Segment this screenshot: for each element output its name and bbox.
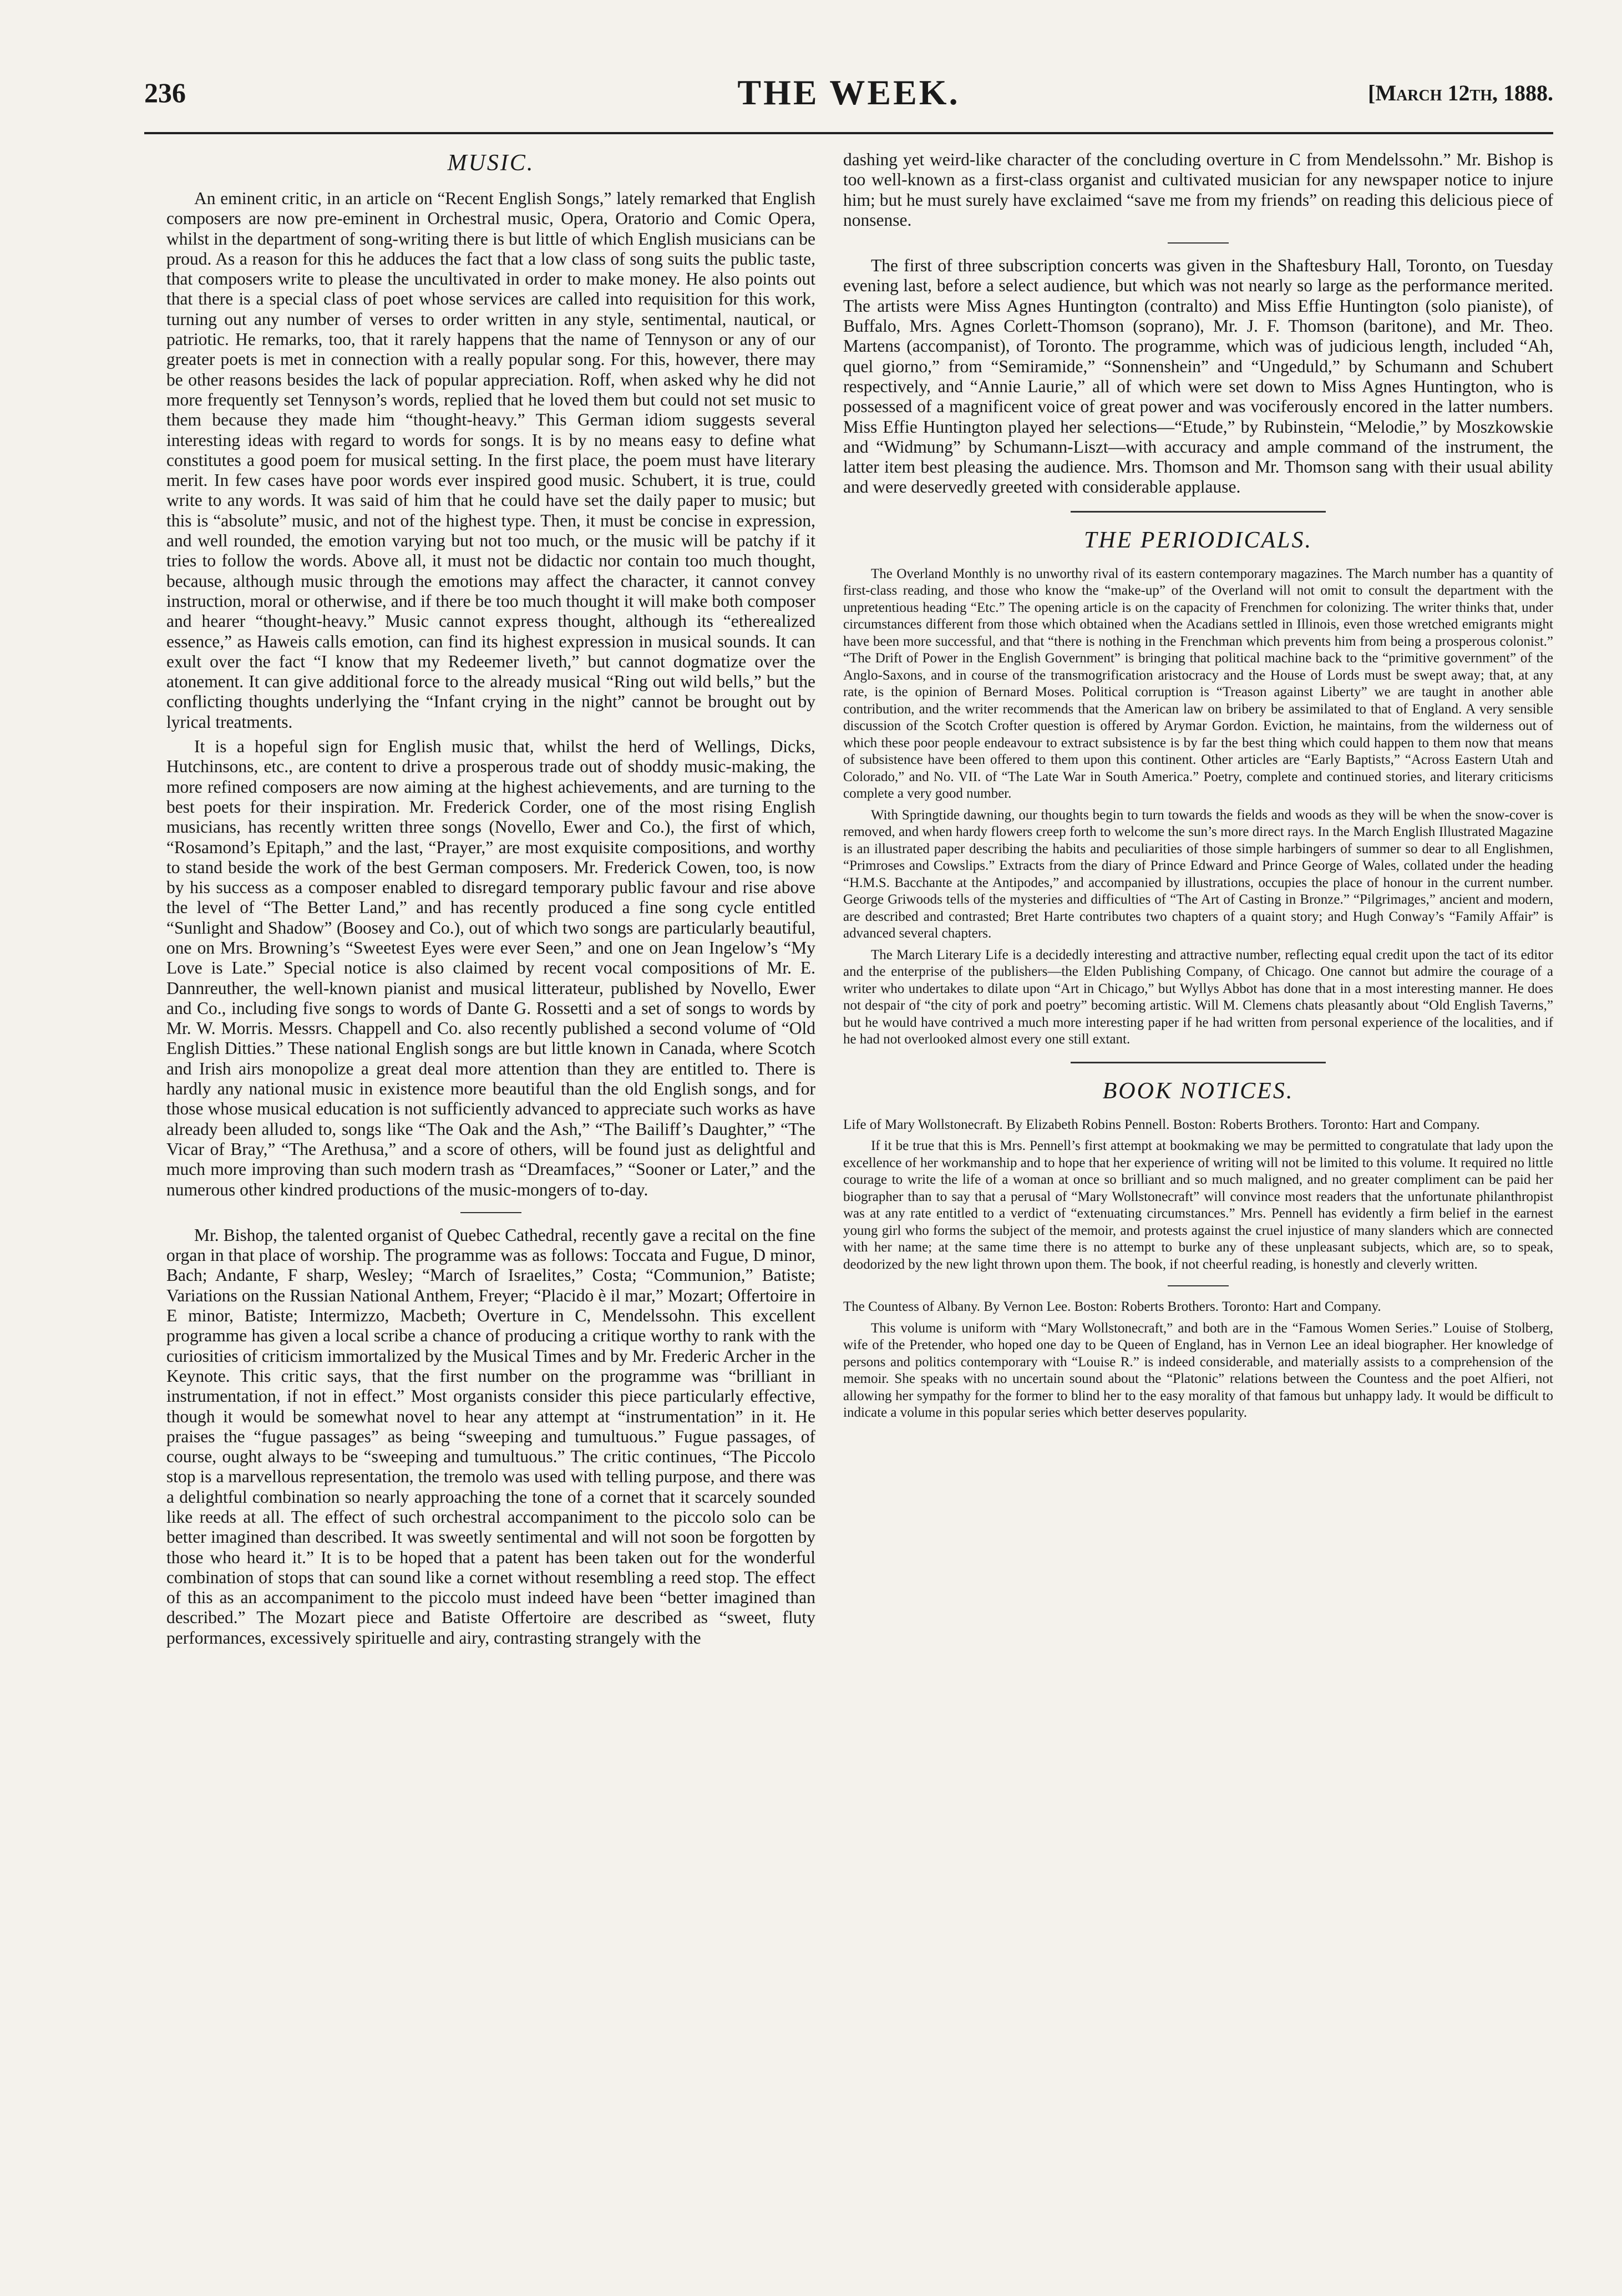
- section-divider: [1168, 242, 1229, 244]
- music-heading: MUSIC.: [447, 150, 535, 176]
- book-notice-2-heading: The Countess of Albany. By Vernon Lee. Boston: Roberts Brothers. Toronto: Hart and Company.: [843, 1299, 1381, 1315]
- music-paragraph-3-continued: dashing yet weird-like character of the concluding overture in C from Mendelssohn.” Mr. Bishop is too well-known as a first-class organist and cultivated musician for any newspaper notice to injure him; but he must surely have exclaimed “save me from my friends” on reading this delicious piece of nonsense.: [843, 150, 1553, 230]
- periodicals-paragraph-1: The Overland Monthly is no unworthy rival of its eastern contemporary magazines. The March number has a quantity of first-class reading, and those who know the “make-up” of the Overland will not omit to consult the department with the unpretentious heading “Etc.” The opening article is on the capacity of Frenchmen for colonizing. The writer thinks that, under circumstances different from those which obtained when the Acadians settled in Illinois, even those wretched emigrants might have been more successful, and that “there is nothing in the Frenchman which prevents him from being a prosperous colonist.” “The Drift of Power in the English Government” is bringing that political machine back to the “primitive government” of the Anglo-Saxons, and in course of the transmogrification aristocracy and the House of Lords must be swept away; that, at any rate, is the opinion of Bernard Moses. Political corruption is “Treason against Liberty” we are taught in another able contribution, and the writer recommends that the American law on bribery be assimilated to that of England. A very sensible discussion of the Scotch Crofter question is offered by Arymar Gordon. Eviction, he maintains, from the wilderness out of which these poor people endeavour to extract subsistence is by far the best thing which could happen to them now that means of subsistence have been offered to them upon this continent. Other articles are “Early Baptists,” “Across Eastern Utah and Colorado,” and No. VII. of “The Late War in South America.” Poetry, complete and continued stories, and literary criticisms complete a very good number.: [843, 566, 1553, 802]
- music-paragraph-4: The first of three subscription concerts was given in the Shaftesbury Hall, Toronto, on Tuesday evening last, before a select audience, but which was not nearly so large as the performance merited. The artists were Miss Agnes Huntington (contralto) and Miss Effie Huntington (solo pianiste), of Buffalo, Mrs. Agnes Corlett-Thomson (soprano), Mr. J. F. Thomson (baritone), and Mr. Theo. Martens (accompanist), of Toronto. The programme, which was of judicious length, included “Ah, quel giorno,” from “Semiramide,” “Sonnenshein” and “Ungeduld,” by Schumann and Schubert respectively, and “Annie Laurie,” all of which were set down to Miss Agnes Huntington, who is possessed of a magnificent voice of great power and was vociferously encored in the latter numbers. Miss Effie Huntington played her selections—“Etude,” by Rubinstein, “Melodie,” by Moszkowskie and “Widmung” by Schumann-Liszt—with accuracy and ample command of the instrument, the latter item best pleasing the audience. Mrs. Thomson and Mr. Thomson sang with their usual ability and were deservedly greeted with considerable applause.: [843, 256, 1553, 497]
- section-rule: [1071, 1062, 1326, 1063]
- book-notices-heading: BOOK NOTICES.: [1102, 1078, 1294, 1104]
- section-divider: [1168, 1285, 1229, 1286]
- section-rule: [1071, 511, 1326, 513]
- book-notice-1-heading: Life of Mary Wollstonecraft. By Elizabeth Robins Pennell. Boston: Roberts Brothers. Toronto: Hart and Company.: [843, 1117, 1480, 1132]
- periodicals-paragraph-2: With Springtide dawning, our thoughts begin to turn towards the fields and woods as they will be when the snow-cover is removed, and when hardy flowers creep forth to welcome the sun’s more direct rays. In the March English Illustrated Magazine is an illustrated paper describing the habits and peculiarities of those simple harbingers of summer so dear to all Englishmen, “Primroses and Cowslips.” Extracts from the diary of Prince Edward and Prince George of Wales, collated under the heading “H.M.S. Bacchante at the Antipodes,” and accompanied by illustrations, occupies the place of honour in the current number. George Griwoods tells of the mysteries and difficulties of “The Art of Casting in Bronze.” “Pilgrimages,” ancient and modern, are described and contrasted; Bret Harte contributes two chapters of a quaint story; and Hugh Conway’s “Family Affair” is advanced several chapters.: [843, 807, 1553, 941]
- left-column: [166, 150, 815, 1653]
- issue-date: [March 12th, 1888.: [1368, 80, 1553, 105]
- book-notice-1-body: If it be true that this is Mrs. Pennell’s first attempt at bookmaking we may be permitted to congratulate that lady upon the excellence of her workmanship and to hope that her experience of writing will not be limited to this volume. It required no little courage to write the life of a woman at once so brilliant and so much maligned, and no greater compliment can be paid her biographer than to say that a perusal of “Mary Wollstonecraft” will convince most readers that the unfortunate philanthropist was at any rate entitled to a verdict of “extenuating circumstances.” Mrs. Pennell has evidently a firm belief in the earnest young girl who forms the subject of the memoir, and protests against the cruel injustice of many slanders which are connected with her name; at the same time there is no attempt to burke any of these unpleasant subjects, which are, so to speak, deodorized by the new light thrown upon them. The book, if not cheerful reading, is honestly and cleverly written.: [843, 1138, 1553, 1272]
- page-header: [144, 72, 1553, 139]
- right-column: [843, 150, 1553, 1426]
- music-paragraph-1: An eminent critic, in an article on “Recent English Songs,” lately remarked that English composers are now pre-eminent in Orchestral music, Opera, Oratorio and Comic Opera, whilst in the department of song-writing there is but little of which English musicians can be proud. As a reason for this he adduces the fact that a low class of song suits the public taste, that composers write to please the uncultivated in order to make money. He also points out that there is a special class of poet whose services are called into requisition for this work, turning out any number of verses to order written in any style, sentimental, nautical, or patriotic. He remarks, too, that it rarely happens that the name of Tennyson or any of our greater poets is met in connection with a really popular song. For this, however, there may be other reasons besides the lack of popular appreciation. Roff, when asked why he did not more frequently set Tennyson’s words, replied that he loved them but could not set music to them because they made him “thought-heavy.” This German idiom suggests several interesting ideas with regard to words for songs. It is by no means easy to define what constitutes a good poem for musical setting. In the first place, the poem must have literary merit. In few cases have poor words ever inspired good music. Schubert, it is true, could write to any words. It was said of him that he could have set the daily paper to music; but this is “absolute” music, and not of the highest type. Then, it must be concise in expression, and well rounded, the emotion varying but not too much, or the music will be patchy if it tries to follow the words. Above all, it must not be didactic nor contain too much thought, because, although music through the emotions may affect the character, it cannot convey instruction, moral or otherwise, and if there be too much thought it will make both composer and hearer “thought-heavy.” Music cannot express thought, although its “etherealized essence,” as Haweis calls emotion, can find its highest expression in musical sounds. It can exult over the fact “I know that my Redeemer liveth,” but cannot dogmatize over the atonement. It can give additional force to the already musical “Ring out wild bells,” but the conflicting thoughts underlying the “Infant crying in the night” cannot be brought out by lyrical treatments.: [166, 189, 815, 732]
- book-notices-section: [843, 1078, 1553, 1422]
- periodicals-section: [843, 527, 1553, 1048]
- publication-title: THE WEEK.: [737, 73, 960, 112]
- periodicals-paragraph-3: The March Literary Life is a decidedly interesting and attractive number, reflecting equal credit upon the tact of its editor and the enterprise of the publishers—the Elden Publishing Company, of Chicago. One cannot but admire the courage of a writer who undertakes to dilate upon “Art in Chicago,” but Wyllys Abbot has done that in a most interesting manner. He does not despair of “the city of pork and poetry” becoming artistic. Will M. Clemens chats pleasantly about “Old English Taverns,” but he would have contrived a much more interesting paper if he had written from personal experience of the localities, and if he had not overlooked almost every one still extant.: [843, 947, 1553, 1047]
- book-notice-2-body: This volume is uniform with “Mary Wollstonecraft,” and both are in the “Famous Women Series.” Louise of Stolberg, wife of the Pretender, who hoped one day to be Queen of England, has in Vernon Lee an ideal biographer. Her knowledge of persons and politics contemporary with “Louise R.” is indeed considerable, and materially assists to a comprehension of the memoir. She speaks with no uncertain sound about the “Platonic” relations between the Countess and the poet Alfieri, not allowing her sympathy for the former to blind her to the easy morality of that famous but unhappy lady. It would be difficult to indicate a volume in this popular series which better deserves popularity.: [843, 1320, 1553, 1421]
- section-divider: [460, 1212, 521, 1213]
- music-paragraph-3: Mr. Bishop, the talented organist of Quebec Cathedral, recently gave a recital on the fine organ in that place of worship. The programme was as follows: Toccata and Fugue, D minor, Bach; Andante, F sharp, Wesley; “March of Israelites,” Costa; “Communion,” Batiste; Variations on the Russian National Anthem, Freyer; “Placido è il mar,” Mozart; Offertoire in E minor, Batiste; Intermizzo, Macbeth; Overture in C, Mendelssohn. This excellent programme has given a local scribe a chance of producing a critique worthy to rank with the curiosities of criticism immortalized by the Musical Times and by Mr. Frederic Archer in the Keynote. This critic says, that the first number on the programme was “brilliant in instrumentation, if not in effect.” Most organists consider this piece particularly effective, though it would be somewhat novel to hear any attempt at “instrumentation” in it. He praises the “fugue passages” as being “sweeping and tumultuous.” Fugue passages, of course, ought always to be “sweeping and tumultuous.” The critic continues, “The Piccolo stop is a marvellous representation, the tremolo was used with telling purpose, and there was a delightful combination so nearly approaching the tone of a cornet that it scarcely sounded like reeds at all. The effect of such orchestral accompaniment to the piccolo solo can be better imagined than described. It was sweetly sentimental and will not soon be forgotten by those who heard it.” It is to be hoped that a patent has been taken out for the wonderful combination of stops that can sound like a cornet without resembling a reed stop. The effect of this as an accompaniment to the piccolo must indeed have been “better imagined than described.” The Mozart piece and Batiste Offertoire are described as “sweet, fluty performances, excessively spirituelle and airy, contrasting strangely with the: [166, 1225, 815, 1648]
- header-rule: [144, 132, 1553, 134]
- music-continued: [843, 150, 1553, 498]
- periodicals-heading: THE PERIODICALS.: [1084, 527, 1312, 553]
- music-paragraph-2: It is a hopeful sign for English music that, whilst the herd of Wellings, Dicks, Hutchinsons, etc., are content to drive a prosperous trade out of shoddy music-making, the more refined composers are now aiming at the highest achievements, and are turning to the best poets for their inspiration. Mr. Frederick Corder, one of the most rising English musicians, has recently written three songs (Novello, Ewer and Co.), the first of which, “Rosamond’s Epitaph,” and the last, “Prayer,” are most exquisite compositions, and worthy to stand beside the work of the best German composers. Mr. Frederick Cowen, too, is now by his success as a composer enabled to disregard temporary public favour and rise above the level of “The Better Land,” and has recently produced a fine song cycle entitled “Sunlight and Shadow” (Boosey and Co.), out of which two songs are particularly beautiful, one on Mrs. Browning’s “Sweetest Eyes were ever Seen,” and one on Jean Ingelow’s “My Love is Late.” Special notice is also claimed by recent vocal compositions of Mr. E. Dannreuther, the well-known pianist and musical litterateur, published by Novello, Ewer and Co., including five songs to words of Dante G. Rossetti and a set of songs to words by Mr. W. Morris. Messrs. Chappell and Co. also recently published a second volume of “Old English Ditties.” These national English songs are but little known in Canada, where Scotch and Irish airs monopolize a great deal more attention than they are entitled to. There is hardly any national music in existence more beautiful than the old English songs, and for those whose musical education is not sufficiently advanced to appreciate such works as have already been alluded to, songs like “The Oak and the Ash,” “The Bailiff’s Daughter,” “The Vicar of Bray,” “The Arethusa,” and a score of others, will be found just as delightful and much more improving than such modern trash as “Dreamfaces,” “Sooner or Later,” and the numerous other kindred productions of the music-mongers of to-day.: [166, 737, 815, 1199]
- page-number: 236: [144, 77, 186, 108]
